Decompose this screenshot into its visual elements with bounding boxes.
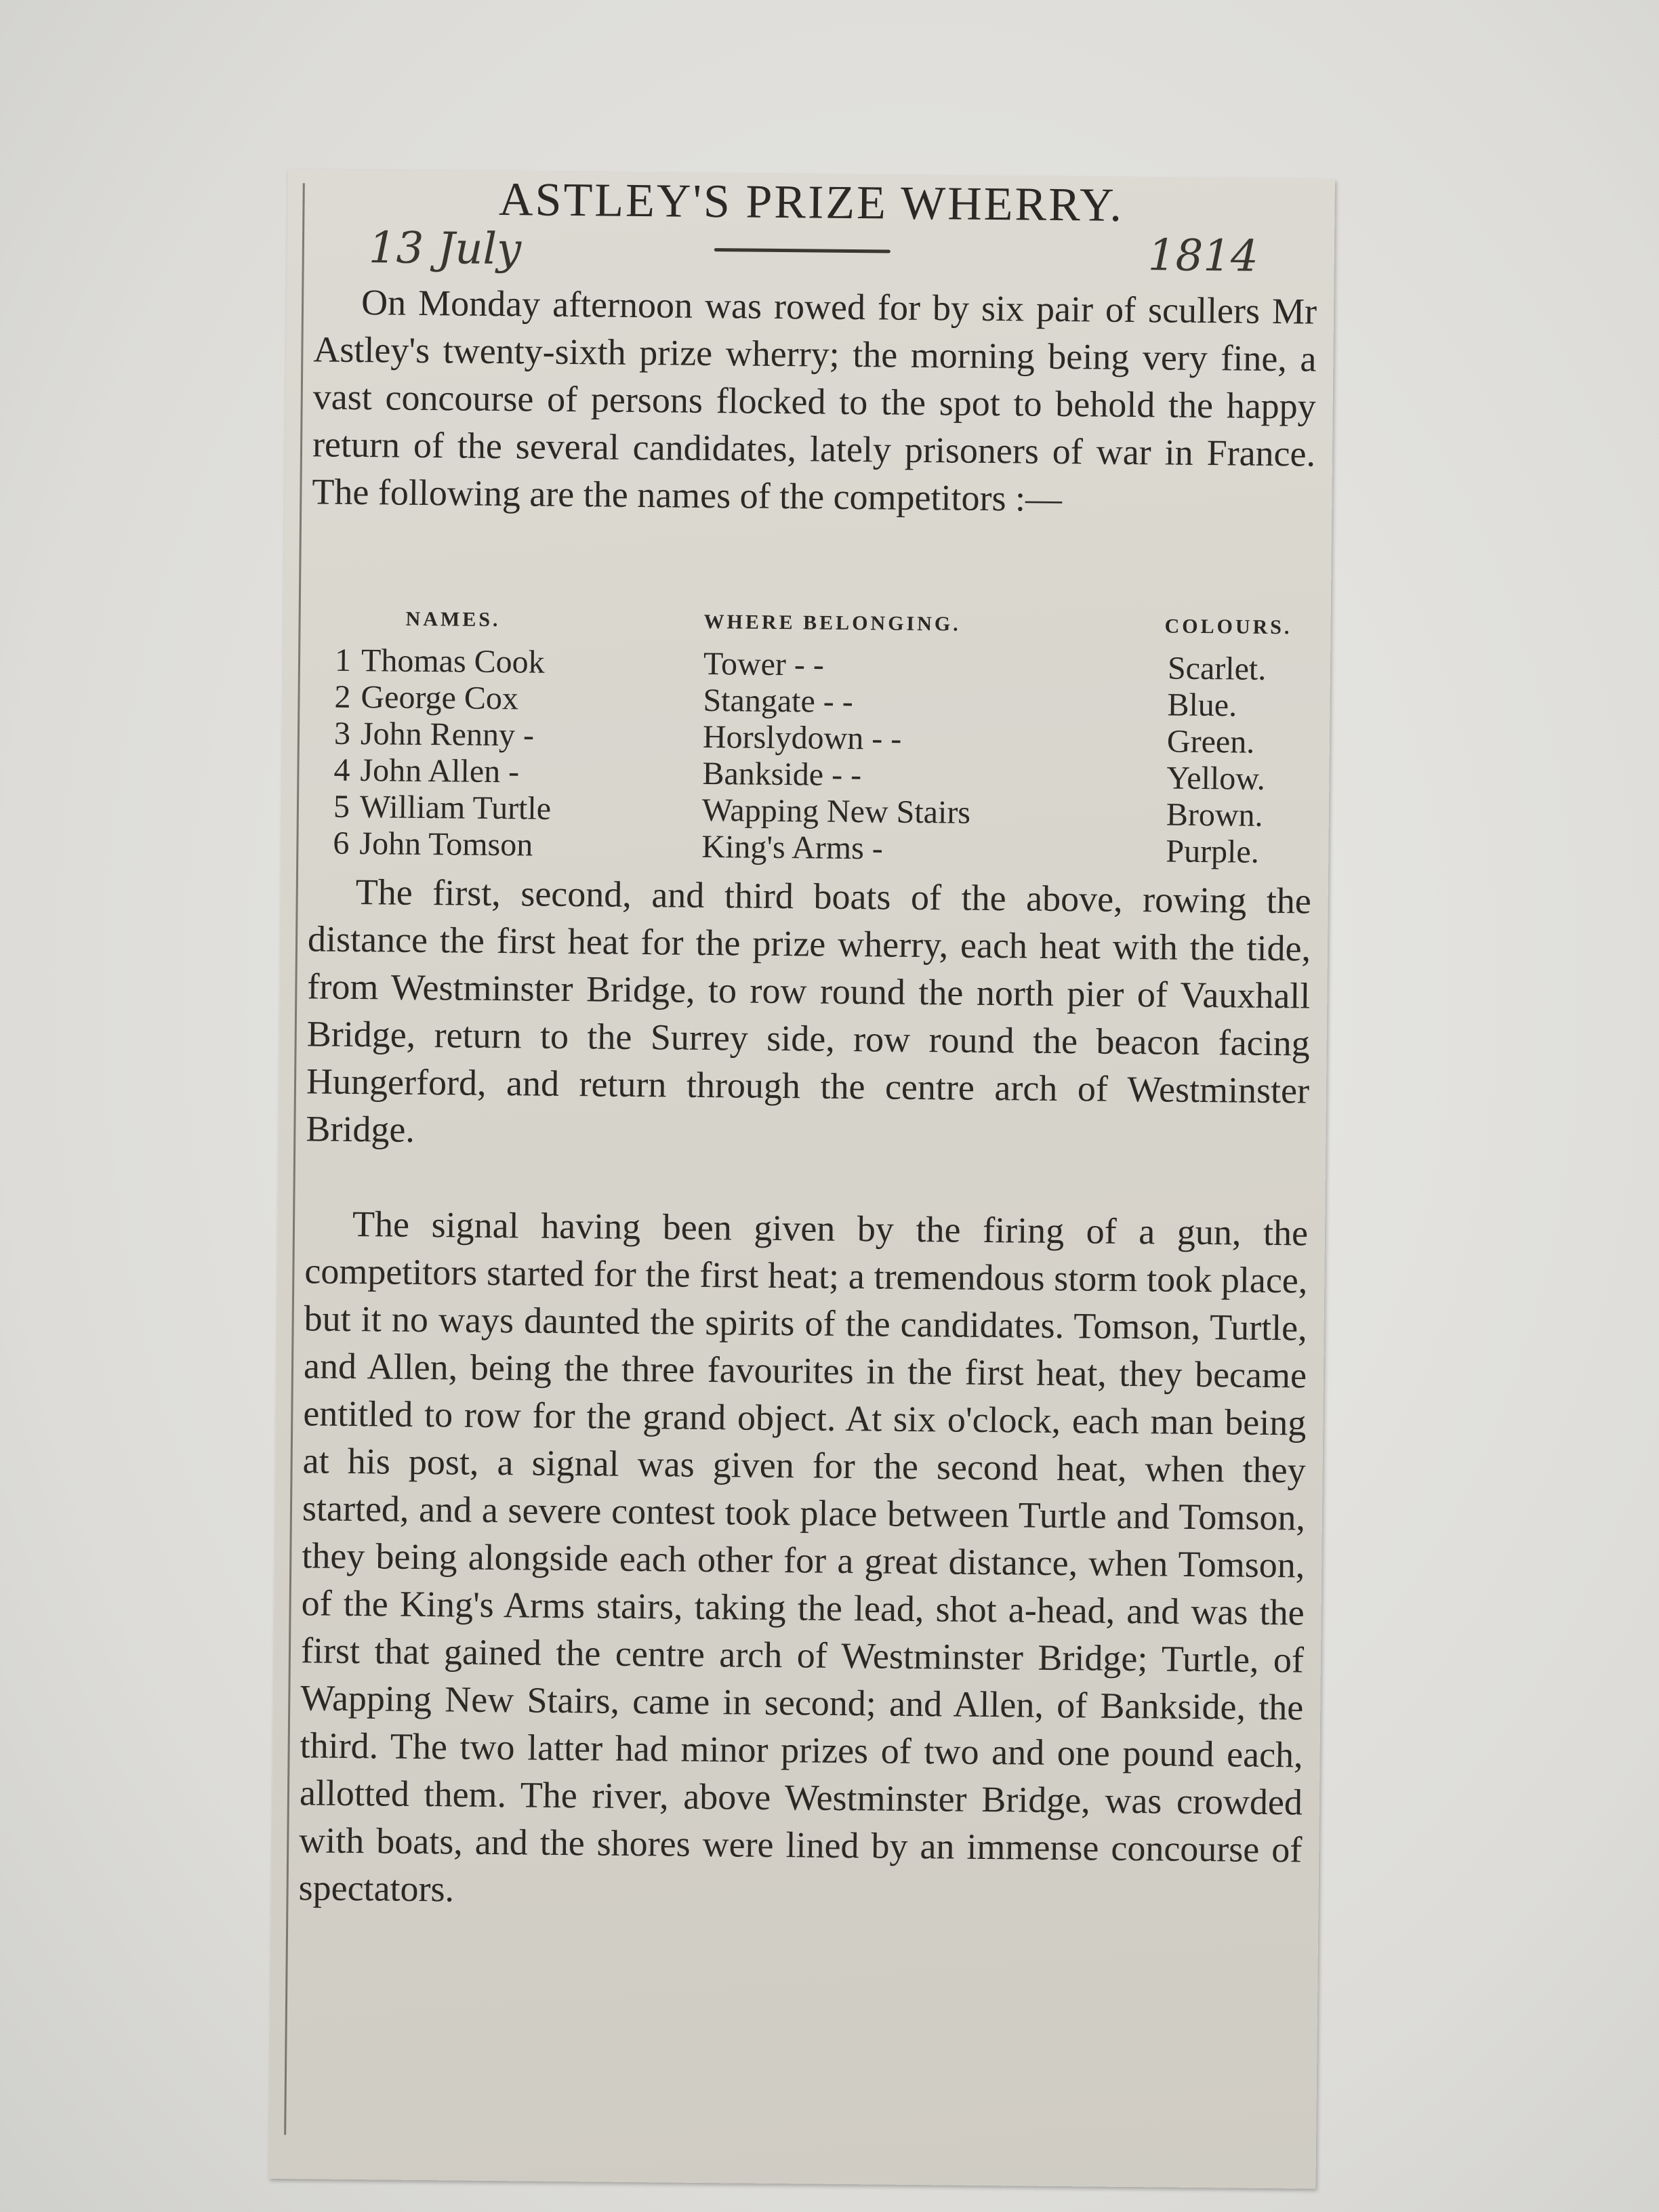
header-colours: COLOURS. <box>1164 615 1292 639</box>
handwritten-date: 13 July <box>368 223 522 275</box>
row-number: 6 <box>333 825 350 861</box>
title-divider <box>714 248 890 253</box>
where-belonging: Wapping New Stairs <box>701 792 971 831</box>
competitors-table <box>325 607 1314 870</box>
competitor-name: George Cox <box>361 679 519 717</box>
where-belonging: Stangate - - <box>703 682 854 720</box>
competitor-name: John Renny - <box>360 716 535 754</box>
row-number: 2 <box>334 678 351 715</box>
article-title: ASTLEY'S PRIZE WHERRY. <box>498 173 1124 232</box>
competitor-name: William Turtle <box>359 789 552 827</box>
row-number: 4 <box>333 752 350 788</box>
row-number: 3 <box>333 715 351 752</box>
row-number: 5 <box>333 788 350 825</box>
race-report-paragraph: The signal having been given by the firing of a gun, the competitors started for the first heat; a tremendous storm took place, but it no ways daunted the spirits of the candidates. Tomson, Turtle, and Allen, being the three favourites in the first heat, they became entitled to row for the grand object. At six o'clock, each man being at his post, a signal was given for the second heat, when they started, and a severe contest took place between Turtle and Tomson, they being alongside each other for a great distance, when Tomson, of the King's Arms stairs, taking the lead, shot a-head, and was the first that gained the centre arch of Westminster Bridge; Turtle, of Wapping New Stairs, came in second; and Allen, of Bankside, the third. The two latter had minor prizes of two and one pound each, allotted them. The river, above Westminster Bridge, was crowded with boats, and the shores were lined by an immense concourse of spectators. <box>298 1203 1309 1910</box>
where-belonging: Tower - - <box>703 645 825 683</box>
colour: Purple. <box>1166 833 1259 870</box>
competitor-name: John Tomson <box>359 825 533 863</box>
competitor-name: John Allen - <box>360 752 520 790</box>
row-number: 1 <box>334 642 352 678</box>
colour: Green. <box>1166 723 1255 760</box>
newspaper-clipping <box>269 169 1335 2189</box>
header-names: NAMES. <box>405 607 501 632</box>
where-belonging: Bankside - - <box>702 755 862 794</box>
heat-description-paragraph: The first, second, and third boats of the above, rowing the distance the first heat for the prize wherry, each heat with the tide, from Westminster Bridge, to row round the north pier of Vauxhall Bridge, return to the Surrey side, row round the beacon facing Hungerford, and return through the centre arch of Westminster Bridge. <box>306 872 1311 1150</box>
competitor-name: Thomas Cook <box>361 642 545 680</box>
header-where-belonging: WHERE BELONGING. <box>703 610 961 636</box>
colour: Scarlet. <box>1167 650 1267 687</box>
colour: Yellow. <box>1166 760 1266 797</box>
intro-paragraph: On Monday afternoon was rowed for by six pair of scullers Mr Astley's twenty-sixth prize wherry; the morning being very fine, a vast concourse of persons flocked to the spot to behold the happy return of the several candidates, lately prisoners of war in France. The following are the names of the competitors :— <box>312 282 1317 519</box>
colour: Brown. <box>1166 796 1263 834</box>
handwritten-year: 1814 <box>1147 230 1259 282</box>
where-belonging: Horslydown - - <box>702 718 902 757</box>
where-belonging: King's Arms - <box>701 828 884 867</box>
colour: Blue. <box>1167 687 1237 724</box>
